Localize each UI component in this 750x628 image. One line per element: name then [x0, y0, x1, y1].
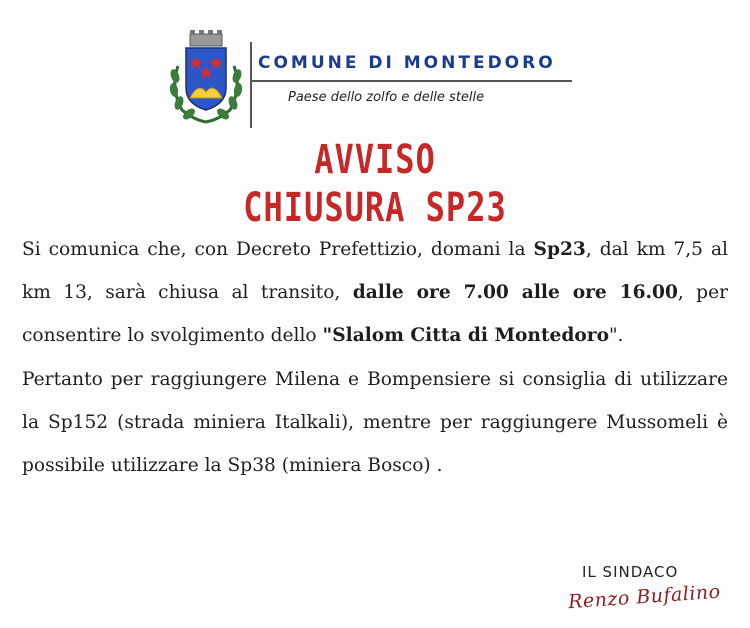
closure-hours: dalle ore 7.00 alle ore 16.00 — [352, 282, 678, 304]
header-divider — [250, 80, 572, 82]
notice-subject: CHIUSURA SP23 — [243, 183, 507, 231]
mayor-title: IL SINDACO — [582, 563, 679, 581]
notice-paragraph-1 — [22, 228, 728, 358]
municipality-motto: Paese dello zolfo e delle stelle — [288, 90, 485, 105]
paragraph-text: ". — [608, 325, 624, 347]
mayor-signature: Renzo Bufalino — [567, 580, 722, 614]
event-name: "Slalom Citta di Montedoro — [322, 325, 609, 347]
municipal-crest-logo — [166, 26, 246, 126]
road-name: Sp23 — [533, 239, 586, 260]
notice-paragraph-2: Pertanto per raggiungere Milena e Bompensiere si consiglia di utilizzare la Sp152 (strada miniera Italkali), mentre per raggiungere Mussomeli è possibile utilizzare la Sp38 (miniera Bosco) . — [22, 368, 728, 477]
header-vertical-divider — [250, 42, 252, 128]
notice-body — [22, 228, 728, 487]
paragraph-text: , per consentire lo svolgimento dello — [22, 282, 728, 347]
municipality-title: COMUNE DI MONTEDORO — [258, 53, 556, 73]
paragraph-text: , dal km 7,5 al km 13, sarà chiusa al transito, — [22, 239, 728, 304]
paragraph-text: Si comunica che, con Decreto Prefettizio, domani la — [22, 239, 534, 260]
notice-heading: AVVISO — [314, 135, 436, 183]
